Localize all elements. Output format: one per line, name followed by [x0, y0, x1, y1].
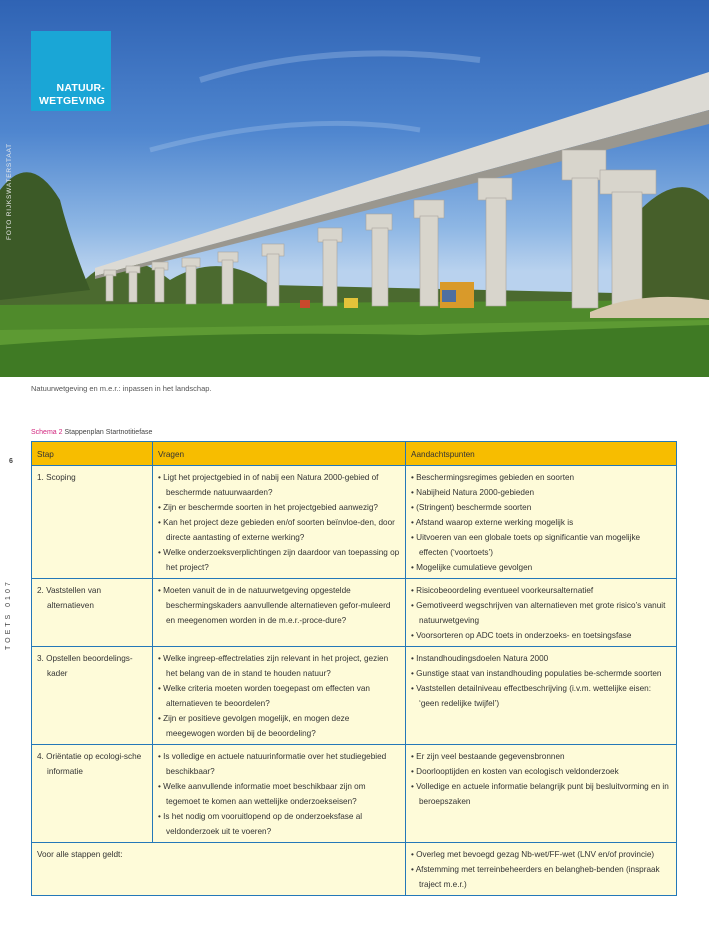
question-item [158, 749, 400, 779]
attention-point [411, 530, 671, 560]
page-number: 6 [9, 458, 13, 465]
attention-point [411, 485, 671, 500]
points-cell [406, 647, 677, 745]
attention-point-text: Voorsorteren op ADC toets in onderzoeks- en toetsingsfase [416, 631, 632, 640]
bullet-icon: • [411, 752, 417, 761]
bullet-icon: • [411, 503, 417, 512]
attention-point [411, 500, 671, 515]
step-cell [32, 647, 153, 745]
schema-label: Schema 2 [31, 429, 63, 436]
footer-point [411, 862, 671, 892]
question-item-text: Welke ingreep-effectrelaties zijn relevant in het project, gezien het belang van de in stand te houden natuur? [163, 654, 389, 678]
viaduct-photo [0, 0, 709, 377]
bullet-icon: • [411, 865, 416, 874]
step-label: 4. Oriëntatie op ecologi-sche informatie [37, 752, 142, 776]
attention-point-text: Gunstige staat van instandhouding populaties be-schermde soorten [416, 669, 662, 678]
bullet-icon: • [158, 518, 164, 527]
question-item-text: Is het nodig om vooruitlopend op de onderzoeksfase al veldonderzoek uit te voeren? [163, 812, 363, 836]
footer-point [411, 847, 671, 862]
bullet-icon: • [411, 518, 416, 527]
attention-point [411, 560, 671, 575]
attention-point [411, 651, 671, 666]
header-aandachtspunten: Aandachtspunten [406, 442, 677, 466]
question-item [158, 651, 400, 681]
attention-point-text: Volledige en actuele informatie belangrijk punt bij besluitvorming en in beroepszaken [416, 782, 669, 806]
bullet-icon: • [411, 782, 417, 791]
bullet-icon: • [158, 714, 164, 723]
attention-point [411, 515, 671, 530]
table-body [32, 466, 677, 896]
attention-point-text: Vaststellen detailniveau effectbeschrijving (i.v.m. wettelijke eisen: ‘geen redelijke twijfel’) [416, 684, 651, 708]
attention-point-text: Uitvoeren van een globale toets op significantie van mogelijke effecten (‘voortoets’) [416, 533, 641, 557]
attention-point-text: Afstand waarop externe werking mogelijk is [415, 518, 574, 527]
issue-side-label-text: TOETS 0107 [5, 579, 12, 650]
question-item [158, 500, 400, 515]
attention-point [411, 598, 671, 628]
issue-side-label [5, 570, 15, 650]
attention-point-text: Mogelijke cumulatieve gevolgen [416, 563, 533, 572]
question-item-text: Zijn er beschermde soorten in het projectgebied aanwezig? [163, 503, 378, 512]
bullet-icon: • [411, 586, 417, 595]
attention-point-text: Risicobeoordeling eventueel voorkeursalternatief [416, 586, 594, 595]
attention-point-text: Beschermingsregimes gebieden en soorten [416, 473, 575, 482]
bullet-icon: • [411, 533, 417, 542]
attention-point [411, 681, 671, 711]
table-row [32, 466, 677, 579]
bullet-icon: • [158, 548, 164, 557]
bullet-icon: • [158, 473, 164, 482]
question-item [158, 470, 400, 500]
question-item [158, 779, 400, 809]
step-cell [32, 579, 153, 647]
step-cell [32, 466, 153, 579]
question-item [158, 515, 400, 545]
footer-points-cell [406, 843, 677, 896]
schema-title-text: Stappenplan Startnotitiefase [62, 429, 153, 436]
bullet-icon: • [411, 654, 417, 663]
question-item-text: Welke onderzoeksverplichtingen zijn daardoor van toepassing op het project? [163, 548, 400, 572]
bullet-icon: • [411, 488, 417, 497]
header-vragen: Vragen [153, 442, 406, 466]
bullet-icon: • [158, 586, 164, 595]
question-item [158, 681, 400, 711]
bullet-icon: • [411, 631, 417, 640]
footer-label: Voor alle stappen geldt: [37, 850, 123, 859]
attention-point-text: Gemotiveerd wegschrijven van alternatieven met grote risico’s vanuit natuurwetgeving [416, 601, 666, 625]
attention-point [411, 628, 671, 643]
bullet-icon: • [158, 752, 164, 761]
question-item-text: Is volledige en actuele natuurinformatie over het studiegebied beschikbaar? [163, 752, 387, 776]
attention-point-text: Nabijheid Natura 2000-gebieden [416, 488, 535, 497]
photo-caption: Natuurwetgeving en m.e.r.: inpassen in het landschap. [31, 384, 212, 393]
schema-title [31, 429, 152, 436]
questions-cell [153, 745, 406, 843]
question-item-text: Welke aanvullende informatie moet beschikbaar zijn om tegemoet te komen aan wettelijke onderzoekseisen? [163, 782, 366, 806]
section-badge-text: NATUUR- WETGEVING [39, 82, 105, 107]
bullet-icon: • [158, 654, 164, 663]
step-label: 2. Vaststellen van alternatieven [37, 586, 102, 610]
question-item-text: Moeten vanuit de in de natuurwetgeving opgestelde beschermingskaders aanvullende alternatieven gefor-muleerd en meegenomen worden in de m.e.r.-proce-dure? [163, 586, 391, 625]
footer-label-cell [32, 843, 406, 896]
footer-point-text: Afstemming met terreinbeheerders en belangheb-benden (inspraak traject m.e.r.) [415, 865, 660, 889]
question-item-text: Zijn er positieve gevolgen mogelijk, en mogen deze meegewogen worden bij de beoordeling? [163, 714, 350, 738]
bullet-icon: • [158, 684, 164, 693]
questions-cell [153, 466, 406, 579]
step-cell [32, 745, 153, 843]
question-item-text: Ligt het projectgebied in of nabij een Natura 2000-gebied of beschermde natuurwaarden? [163, 473, 379, 497]
bullet-icon: • [411, 669, 417, 678]
photo-credit-text: FOTO RIJKSWATERSTAAT [6, 143, 13, 240]
table-header-row [32, 442, 677, 466]
bullet-icon: • [411, 473, 417, 482]
points-cell [406, 745, 677, 843]
attention-point [411, 779, 671, 809]
attention-point [411, 583, 671, 598]
bullet-icon: • [411, 563, 417, 572]
section-badge [31, 31, 111, 111]
attention-point [411, 666, 671, 681]
header-stap: Stap [32, 442, 153, 466]
points-cell [406, 579, 677, 647]
photo-credit [6, 143, 20, 240]
points-cell [406, 466, 677, 579]
question-item [158, 711, 400, 741]
attention-point-text: (Stringent) beschermde soorten [416, 503, 532, 512]
attention-point-text: Instandhoudingsdoelen Natura 2000 [416, 654, 549, 663]
bullet-icon: • [411, 601, 417, 610]
attention-point-text: Er zijn veel bestaande gegevensbronnen [416, 752, 565, 761]
table-row [32, 579, 677, 647]
bullet-icon: • [411, 684, 417, 693]
questions-cell [153, 647, 406, 745]
bullet-icon: • [158, 782, 164, 791]
schema-table [31, 441, 677, 896]
bullet-icon: • [158, 503, 164, 512]
footer-point-text: Overleg met bevoegd gezag Nb-wet/FF-wet (LNV en/of provincie) [416, 850, 655, 859]
attention-point [411, 749, 671, 764]
table-row [32, 647, 677, 745]
questions-cell [153, 579, 406, 647]
question-item-text: Kan het project deze gebieden en/of soorten beïnvloe-den, door directe aantasting of externe werking? [163, 518, 395, 542]
bullet-icon: • [411, 850, 417, 859]
attention-point [411, 764, 671, 779]
step-label: 3. Opstellen beoordelings-kader [37, 654, 133, 678]
question-item [158, 809, 400, 839]
attention-point-text: Doorlooptijden en kosten van ecologisch veldonderzoek [416, 767, 619, 776]
attention-point [411, 470, 671, 485]
bullet-icon: • [411, 767, 417, 776]
bullet-icon: • [158, 812, 164, 821]
table-footer-row [32, 843, 677, 896]
table-row [32, 745, 677, 843]
question-item [158, 583, 400, 628]
question-item-text: Welke criteria moeten worden toegepast om effecten van alternatieven te beoordelen? [163, 684, 370, 708]
question-item [158, 545, 400, 575]
step-label: 1. Scoping [37, 473, 76, 482]
